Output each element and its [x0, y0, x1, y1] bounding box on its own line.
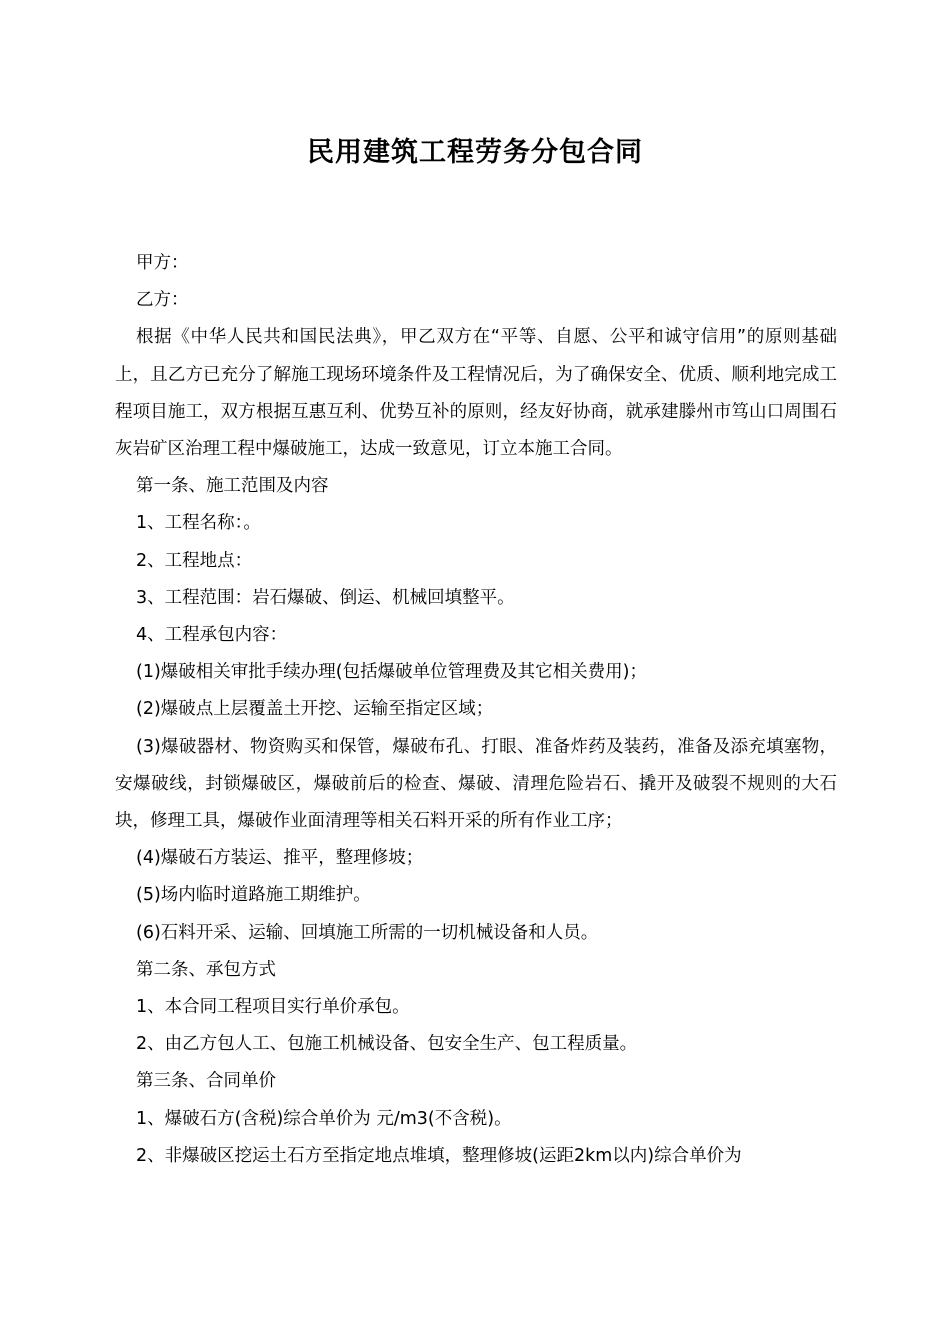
scope-sub-item-4: (4)爆破石方装运、推平，整理修坡； [136, 848, 424, 869]
scope-sub-item-6: (6)石料开采、运输、回填施工所需的一切机械设备和人员。 [136, 922, 599, 943]
party-a-line: 甲方： [136, 253, 189, 273]
preamble-paragraph: 根据《中华人民共和国民法典》，甲乙双方在“平等、自愿、公平和诚守信用”的原则基础上，且乙方已充分了解施工现场环境条件及工程情况后，为了确保安全、优质、顺利地完成工程项目施工，双方根据互惠互利、优势互补的原则，经友好协商，就承建滕州市笃山口周围石灰岩矿区治理工程中爆破施工，达成一致意见，订立本施工合同。 [115, 327, 837, 460]
article-1-heading: 第一条、施工范围及内容 [136, 476, 329, 497]
document-body [115, 245, 837, 1175]
article-3-item-2: 2、非爆破区挖运土石方至指定地点堆填，整理修坡(运距2km以内)综合单价为 [136, 1145, 742, 1166]
article-1-item-2: 2、工程地点： [136, 550, 253, 571]
article-2-item-2: 2、由乙方包人工、包施工机械设备、包安全生产、包工程质量。 [136, 1034, 638, 1055]
article-1-item-1: 1、工程名称：。 [136, 513, 261, 534]
scope-sub-item-5: (5)场内临时道路施工期维护。 [136, 885, 371, 906]
article-3-heading: 第三条、合同单价 [136, 1071, 276, 1092]
article-1-item-4: 4、工程承包内容： [136, 625, 288, 646]
article-1-item-3: 3、工程范围：岩石爆破、倒运、机械回填整平。 [136, 587, 515, 608]
scope-sub-item-3: (3)爆破器材、物资购买和保管，爆破布孔、打眼、准备炸药及装药，准备及添充填塞物，安爆破线，封锁爆破区，爆破前后的检查、爆破、清理危险岩石、撬开及破裂不规则的大石块，修理工具，爆破作业面清理等相关石料开采的所有作业工序； [115, 736, 837, 832]
party-b-line: 乙方： [136, 290, 189, 311]
document-title: 民用建筑工程劳务分包合同 [307, 137, 643, 168]
article-2-heading: 第二条、承包方式 [136, 959, 276, 980]
article-2-item-1: 1、本合同工程项目实行单价承包。 [136, 997, 410, 1018]
scope-sub-item-2: (2)爆破点上层覆盖土开挖、运输至指定区域； [136, 699, 494, 720]
article-3-item-1: 1、爆破石方(含税)综合单价为 元/m3(不含税)。 [136, 1108, 512, 1129]
scope-sub-item-1: (1)爆破相关审批手续办理(包括爆破单位管理费及其它相关费用)； [136, 662, 647, 683]
